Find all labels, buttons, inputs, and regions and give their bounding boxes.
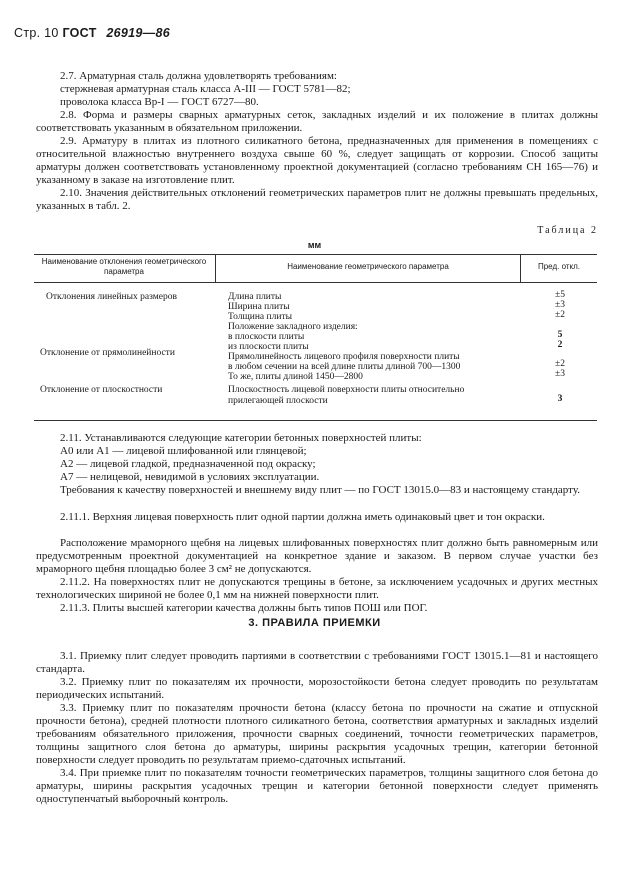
standard-number: 26919—86 [106,26,170,40]
paragraph-2-11: 2.11. Устанавливаются следующие категории бетонных поверхностей плиты: [60,432,422,444]
table-header-rule [34,282,597,283]
page-header [14,26,170,40]
paragraph-2-11-c: А7 — нелицевой, невидимой в условиях эксплуатации. [60,471,320,483]
paragraph-2-11-3: 2.11.3. Плиты высшей категории качества должны быть типов ПОШ или ПОГ. [60,602,428,614]
table-caption: Таблица 2 [537,225,598,236]
table-param-out-of-plane: из плоскости плиты [228,342,309,352]
paragraph-3-3: 3.3. Приемку плит по показателям прочности бетона (классу бетона по прочности на сжатие и отпускной прочности бетона), средней плотности плотного силикатного бетона, соответствия арматурных и закладных изделий требованиям обязательного приложения, прочности сварных соединений, точности геометрических параметров, толщины защитного слоя бетона до арматуры, ширины раскрытия усадочных трещин, категории бетонной поверхности следует проводить по результатам приемо-сдаточных испытаний. [36,702,598,766]
table-header-limit: Пред. откл. [537,262,580,271]
table-col-divider-2 [520,254,521,282]
table-param-length: Длина плиты [228,292,282,302]
paragraph-2-7-a: стержневая арматурная сталь класса A-III — ГОСТ 5781—82; [60,83,351,95]
table-bottom-rule [34,420,597,421]
paragraph-2-11-1-b: Расположение мраморного щебня на лицевых шлифованных поверхностях плит должно быть равномерным или предусмотренным проектной документацией на конкретное здание и заказом. В первом случае участки без мраморного щебня площадью более 3 см² не допускаются. [36,537,598,575]
table-param-embed-position: Положение закладного изделия: [228,322,358,332]
paragraph-3-1: 3.1. Приемку плит следует проводить партиями в соответствии с требованиями ГОСТ 13015.1—81 и настоящего стандарта. [36,650,598,675]
table-value-length: ±5 [555,290,565,300]
table-col-divider-1 [215,254,216,282]
standard-label: ГОСТ [62,26,97,40]
table-param-flatness: Плоскостность лицевой поверхности плиты относительно [228,385,465,395]
table-group-flatness: Отклонение от плоскостности [40,385,163,395]
paragraph-2-7: 2.7. Арматурная сталь должна удовлетворять требованиям: [60,70,337,82]
paragraph-2-11-b: А2 — лицевой гладкой, предназначенной под окраску; [60,458,316,470]
table-param-thickness: Толщина плиты [228,312,292,322]
section-title: 3. ПРАВИЛА ПРИЕМКИ [248,617,381,629]
table-value-in-plane: 5 [557,330,563,340]
paragraph-2-10: 2.10. Значения действительных отклонений геометрических параметров плит не должны превышать предельных, указанных в табл. 2. [36,187,598,212]
table-units: мм [307,240,322,250]
table-param-in-plane: в плоскости плиты [228,332,305,342]
table-param-straightness-short: в любом сечении на всей длине плиты длиной 700—1300 [228,362,461,372]
table-value-out-of-plane: 2 [557,340,563,350]
paragraph-2-11-d: Требования к качеству поверхностей и внешнему виду плит — по ГОСТ 13015.0—83 и настоящему стандарту. [60,484,580,496]
table-header-parameter: Наименование геометрического параметра [287,262,449,271]
paragraph-2-8: 2.8. Форма и размеры сварных арматурных сеток, закладных изделий и их положение в плитах должны соответствовать указанным в обязательном приложении. [36,109,598,134]
table-value-width: ±3 [555,300,565,310]
table-top-rule [34,254,597,255]
table-param-flatness-ref: прилегающей плоскости [228,396,328,406]
table-value-straightness-long: ±3 [555,369,565,379]
paragraph-3-2: 3.2. Приемку плит по показателям их прочности, морозостойкости бетона следует проводить по результатам периодических испытаний. [36,676,598,701]
paragraph-2-9: 2.9. Арматуру в плитах из плотного силикатного бетона, предназначенных для применения в помещениях с относительной влажностью внутреннего воздуха свыше 60 %, следует защищать от коррозии. Способ защиты арматуры должен соответствовать установленному проектной документацией (согласно требованиям СН 165—76) и указанному в заказе на изготовление плит. [36,135,598,186]
page-number: Стр. 10 [14,26,59,40]
table-param-width: Ширина плиты [228,302,290,312]
table-value-flatness: 3 [557,394,563,404]
paragraph-2-11-a: А0 или А1 — лицевой шлифованной или глянцевой; [60,445,307,457]
table-param-straightness-long: То же, плиты длиной 1450—2800 [228,372,363,382]
table-group-straightness: Отклонение от прямолинейности [40,348,175,358]
paragraph-3-4: 3.4. При приемке плит по показателям точности геометрических параметров, толщины защитного слоя бетона до арматуры, ширины раскрытия усадочных трещин и категории бетонной поверхности следует применять одноступенчатый выборочный контроль. [36,767,598,805]
table-header-deviation: Наименование отклонения геометрического параметра [41,257,207,276]
paragraph-2-11-1: 2.11.1. Верхняя лицевая поверхность плит одной партии должна иметь одинаковый цвет и тон окраски. [60,511,545,523]
table-param-straightness: Прямолинейность лицевого профиля поверхности плиты [228,352,460,362]
table-value-straightness-short: ±2 [555,359,565,369]
paragraph-2-7-b: проволока класса Вр-I — ГОСТ 6727—80. [60,96,259,108]
table-value-thickness: ±2 [555,310,565,320]
paragraph-2-11-2: 2.11.2. На поверхностях плит не допускаются трещины в бетоне, за исключением усадочных и других местных технологических шириной не более 0,1 мм на нижней поверхности плит. [36,576,598,601]
table-group-linear: Отклонения линейных размеров [46,292,177,302]
